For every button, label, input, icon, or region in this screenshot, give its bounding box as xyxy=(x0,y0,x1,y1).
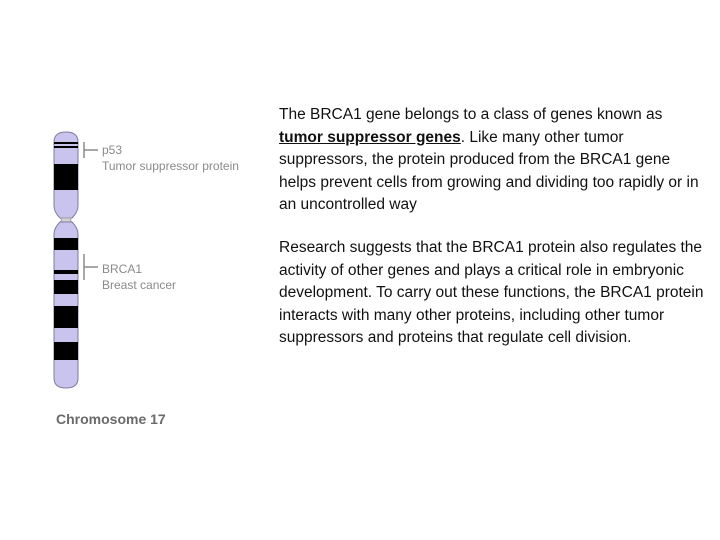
paragraph-1-rest: . Like many other tumor suppressors, the protein produced from the BRCA1 gene helps prevent cells from growing and dividing too rapidly or in an uncontrolled way xyxy=(279,128,699,214)
brca1-gene-label: BRCA1 xyxy=(102,262,143,276)
chromosome-17-diagram xyxy=(40,120,260,440)
chromosome-band xyxy=(50,306,82,328)
brca1-marker xyxy=(84,254,176,292)
paragraph-1-intro: The BRCA1 gene belongs to a class of genes known as xyxy=(279,106,663,123)
chromosome-band xyxy=(50,146,82,148)
description-text xyxy=(279,104,709,370)
chromosome-q-arm xyxy=(50,222,82,388)
chromosome-band xyxy=(50,270,82,274)
chromosome-band xyxy=(50,342,82,360)
p53-gene-label: p53 xyxy=(102,143,123,157)
p53-description-label: Tumor suppressor protein xyxy=(102,159,239,173)
brca1-description-label: Breast cancer xyxy=(102,278,177,292)
chromosome-p-arm xyxy=(50,132,82,218)
chromosome-band xyxy=(50,142,82,144)
chromosome-band xyxy=(50,164,82,190)
p53-marker xyxy=(84,142,239,173)
chromosome-title: Chromosome 17 xyxy=(56,411,166,427)
chromosome-band xyxy=(50,238,82,250)
chromosome-band xyxy=(50,280,82,294)
centromere xyxy=(60,218,72,222)
paragraph-2: Research suggests that the BRCA1 protein also regulates the activity of other genes and plays a critical role in embryonic development. To carry out these functions, the BRCA1 protein interacts with many other proteins, including other tumor suppressors and proteins that regulate cell division. xyxy=(279,238,704,347)
paragraph-1 xyxy=(279,104,709,217)
tumor-suppressor-genes-link[interactable]: tumor suppressor genes xyxy=(279,128,461,146)
